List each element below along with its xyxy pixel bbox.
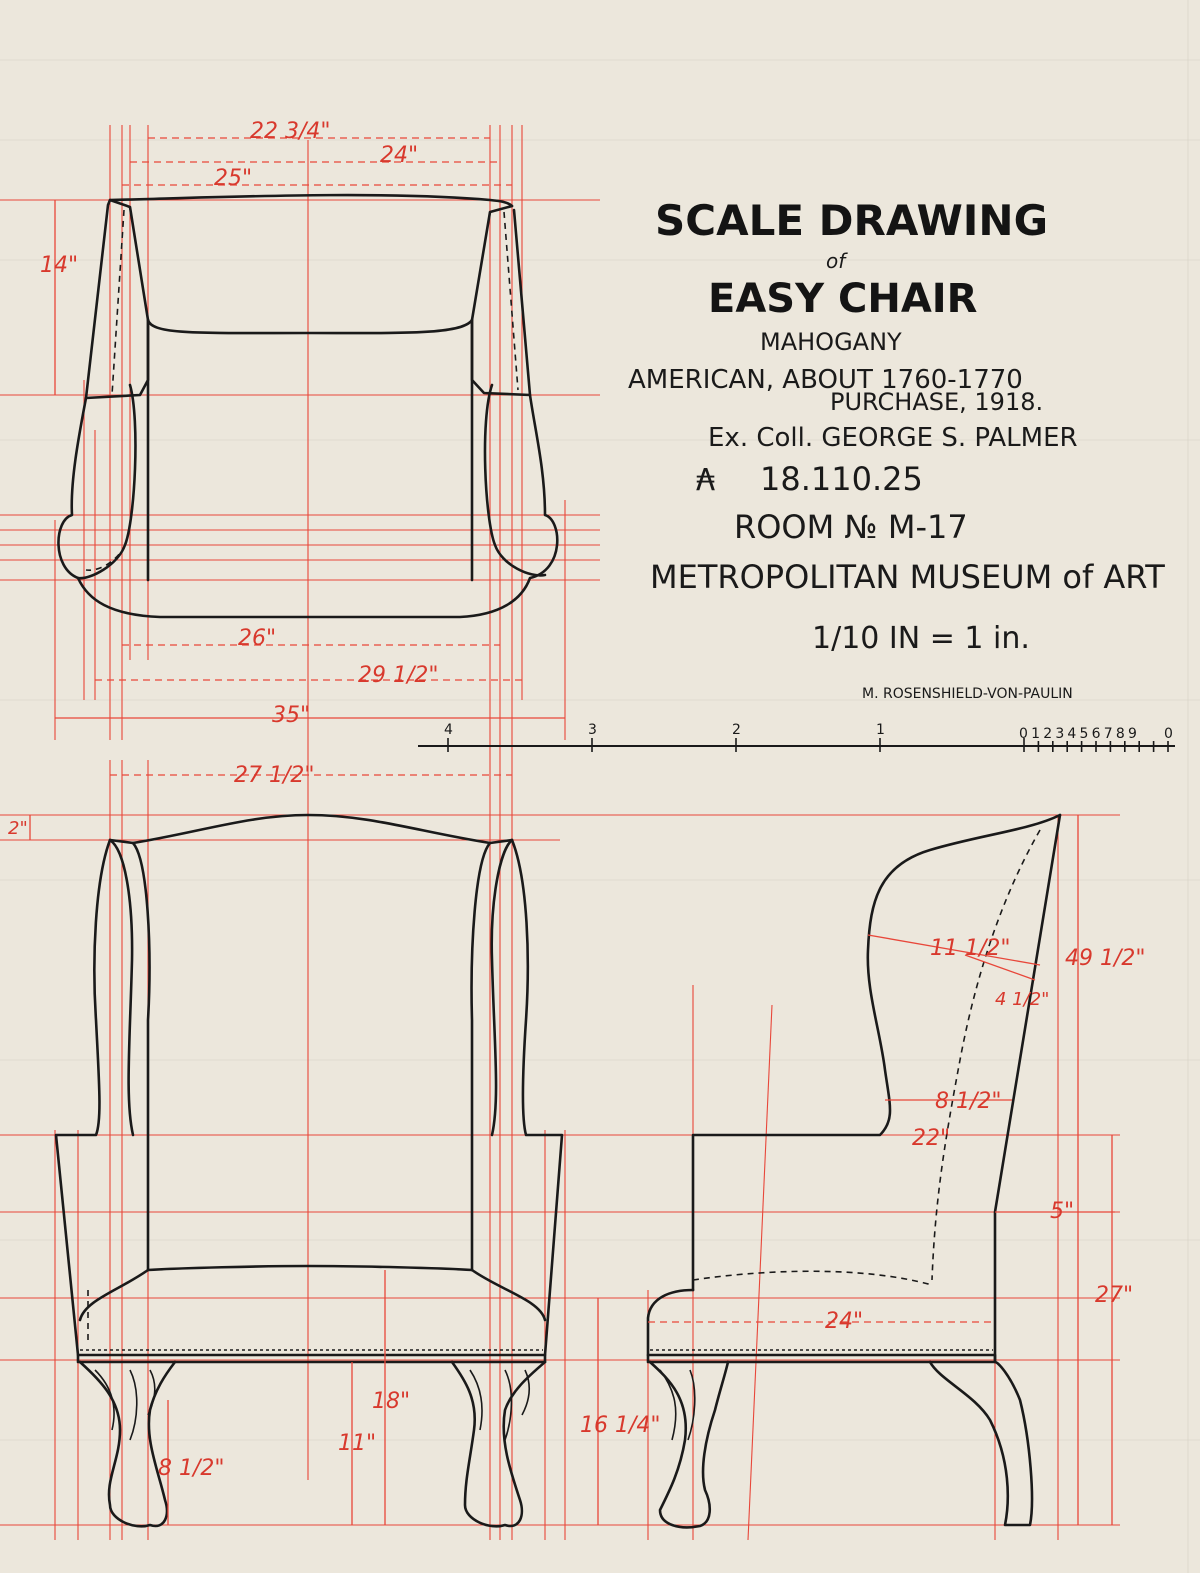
- title-of: of: [826, 249, 846, 273]
- top-dim-3: 25": [214, 166, 253, 191]
- accession-number: 18.110.25: [760, 460, 923, 498]
- room: ROOM № M-17: [734, 508, 968, 546]
- scale-label-1: 1: [876, 722, 885, 738]
- side-dim-8: 24": [825, 1309, 864, 1334]
- purchase: PURCHASE, 1918.: [830, 388, 1044, 416]
- side-dim-5: 22": [912, 1126, 951, 1151]
- top-view-construction: [0, 125, 600, 1480]
- front-dim-3: 18": [372, 1389, 411, 1414]
- top-dim-7: 35": [272, 703, 311, 728]
- top-dim-4: 14": [40, 253, 79, 278]
- museum: METROPOLITAN MUSEUM of ART: [650, 558, 1165, 596]
- top-dim-1: 22 3/4": [250, 119, 331, 144]
- top-dim-2: 24": [380, 143, 419, 168]
- side-view-chair: [648, 815, 1060, 1527]
- side-dim-9: 16 1/4": [580, 1413, 661, 1438]
- accession-mark: ₳: [696, 463, 716, 498]
- scale-label-4: 4: [444, 722, 453, 738]
- scale-minor-labels: 0123456789: [1019, 726, 1141, 742]
- scale-label-2: 2: [732, 722, 741, 738]
- scale-label-3: 3: [588, 722, 597, 738]
- side-dim-3: 49 1/2": [1065, 946, 1146, 971]
- dimension-labels: [8, 119, 1146, 1481]
- scale-bar: [418, 722, 1175, 752]
- front-view-chair: [56, 815, 562, 1526]
- title-line-2: EASY CHAIR: [708, 276, 978, 322]
- title-line-1: SCALE DRAWING: [655, 196, 1049, 245]
- front-dim-1: 27 1/2": [234, 763, 315, 788]
- origin: AMERICAN, ABOUT 1760-1770: [628, 365, 1023, 395]
- collection: Ex. Coll. GEORGE S. PALMER: [708, 423, 1078, 453]
- side-dim-2: 4 1/2": [995, 989, 1050, 1010]
- top-dim-6: 29 1/2": [358, 663, 439, 688]
- front-dim-5: 8 1/2": [158, 1456, 225, 1481]
- title-block: [628, 196, 1165, 702]
- scale-end-label: 0: [1164, 726, 1173, 742]
- material: MAHOGANY: [760, 328, 902, 356]
- side-dim-6: 5": [1050, 1199, 1075, 1224]
- scale-note: 1/10 IN = 1 in.: [812, 621, 1030, 656]
- front-dim-2: 2": [8, 818, 28, 839]
- front-dim-4: 11": [338, 1431, 377, 1456]
- author-signature: M. ROSENSHIELD-VON-PAULIN: [862, 686, 1073, 702]
- side-dim-7: 27": [1095, 1283, 1134, 1308]
- top-dim-5: 26": [238, 626, 277, 651]
- side-dim-1: 11 1/2": [930, 936, 1011, 961]
- side-dim-4: 8 1/2": [935, 1089, 1002, 1114]
